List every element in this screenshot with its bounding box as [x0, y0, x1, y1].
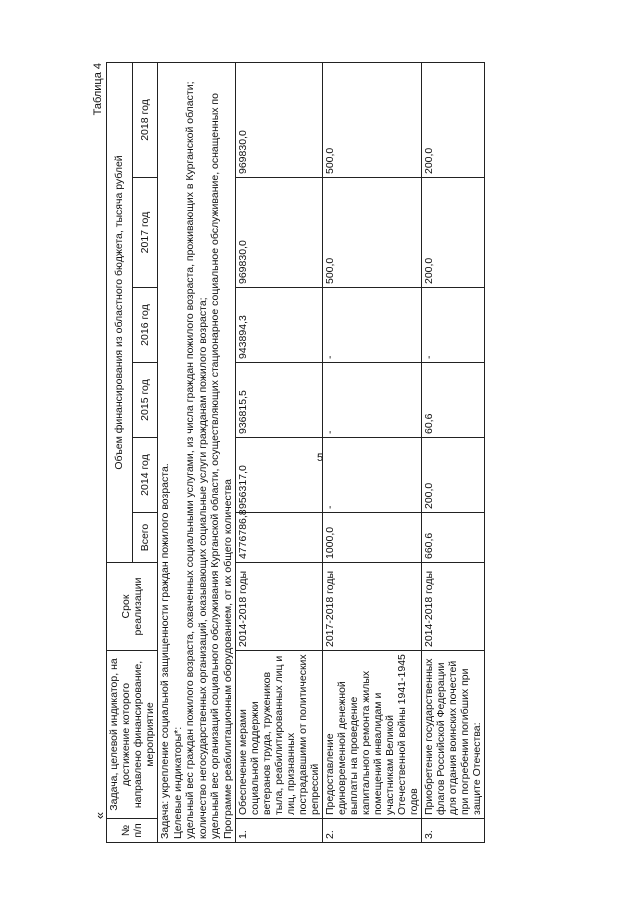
task-line: количество негосударственных организаций, оказывающих социальные услуги гражданам пожилого возраста;: [196, 297, 209, 839]
row-name: Обеспечение мерами социальной поддержки ветеранов труда, тружеников тыла, реабилитированных лиц и лиц, признанных пострадавшими от политических репрессий: [236, 651, 323, 819]
row-value: 500,0: [323, 178, 422, 288]
row-value: 500,0: [323, 62, 422, 177]
row-value: 60,6: [422, 363, 485, 438]
row-name: Приобретение государственных флагов Российской Федерации для отдания воинских почестей при погребении погибших при защите Отечества:: [422, 651, 485, 819]
row-total: 4776786,8: [236, 513, 323, 563]
row-value: -: [323, 438, 422, 513]
task-line: удельный вес граждан пожилого возраста, охваченных социальными услугами, из числа граждан пожилого возраста, проживающих в Курганской области;: [184, 81, 196, 839]
table-row: [323, 62, 422, 842]
table-row: [236, 62, 323, 842]
row-value: -: [323, 363, 422, 438]
task-block: [158, 62, 236, 842]
row-value: 200,0: [422, 438, 485, 513]
row-value: -: [323, 288, 422, 363]
table-row: [422, 62, 485, 842]
rotated-table-sheet: [92, 63, 537, 843]
row-num: 1.: [236, 819, 323, 843]
row-value: 200,0: [422, 178, 485, 288]
task-line: Задача: укрепление социальной защищенности граждан пожилого возраста.: [159, 463, 171, 839]
row-term: 2014-2018 годы: [422, 563, 485, 651]
row-value: 969830,0: [236, 178, 323, 288]
row-total: 1000,0: [323, 513, 422, 563]
funding-table: [106, 62, 485, 843]
header-year: 2018 год: [132, 62, 158, 177]
header-total: Всего: [132, 513, 158, 563]
row-value: 943894,3: [236, 288, 323, 363]
row-num: 3.: [422, 819, 485, 843]
row-value: 956317,0: [236, 438, 323, 513]
header-task: Задача, целевой индикатор, на достижение которого направлено финансирование, мероприятие: [107, 651, 158, 819]
header-year: 2014 год: [132, 438, 158, 513]
row-term: 2014-2018 годы: [236, 563, 323, 651]
row-value: 969830,0: [236, 62, 323, 177]
task-line: удельный вес организаций социального обслуживания Курганской области, осуществляющих стационарное социальное обслуживание, оснащенных по Программе реабилитационным оборудованием, от их общего количества: [209, 93, 234, 839]
header-year: 2015 год: [132, 363, 158, 438]
opening-quote: «: [92, 811, 108, 820]
row-term: 2017-2018 годы: [323, 563, 422, 651]
task-line: Целевые индикаторы*:: [171, 726, 184, 839]
row-value: 200,0: [422, 62, 485, 177]
table-caption: Таблица 4: [92, 63, 104, 116]
page-number: 5: [316, 452, 324, 464]
row-num: 2.: [323, 819, 422, 843]
row-value: -: [422, 288, 485, 363]
header-year: 2017 год: [132, 178, 158, 288]
header-funding: Объем финансирования из областного бюджета, тысяча рублей: [107, 62, 133, 562]
row-name: Предоставление единовременной денежной выплаты на проведение капитального ремонта жилых помещений инвалидам и участникам Великой Отечественной войны 1941-1945 годов: [323, 651, 422, 819]
header-year: 2016 год: [132, 288, 158, 363]
header-term: Срок реализации: [107, 563, 158, 651]
header-num: № п/п: [107, 819, 158, 843]
row-value: 936815,5: [236, 363, 323, 438]
row-total: 660,6: [422, 513, 485, 563]
